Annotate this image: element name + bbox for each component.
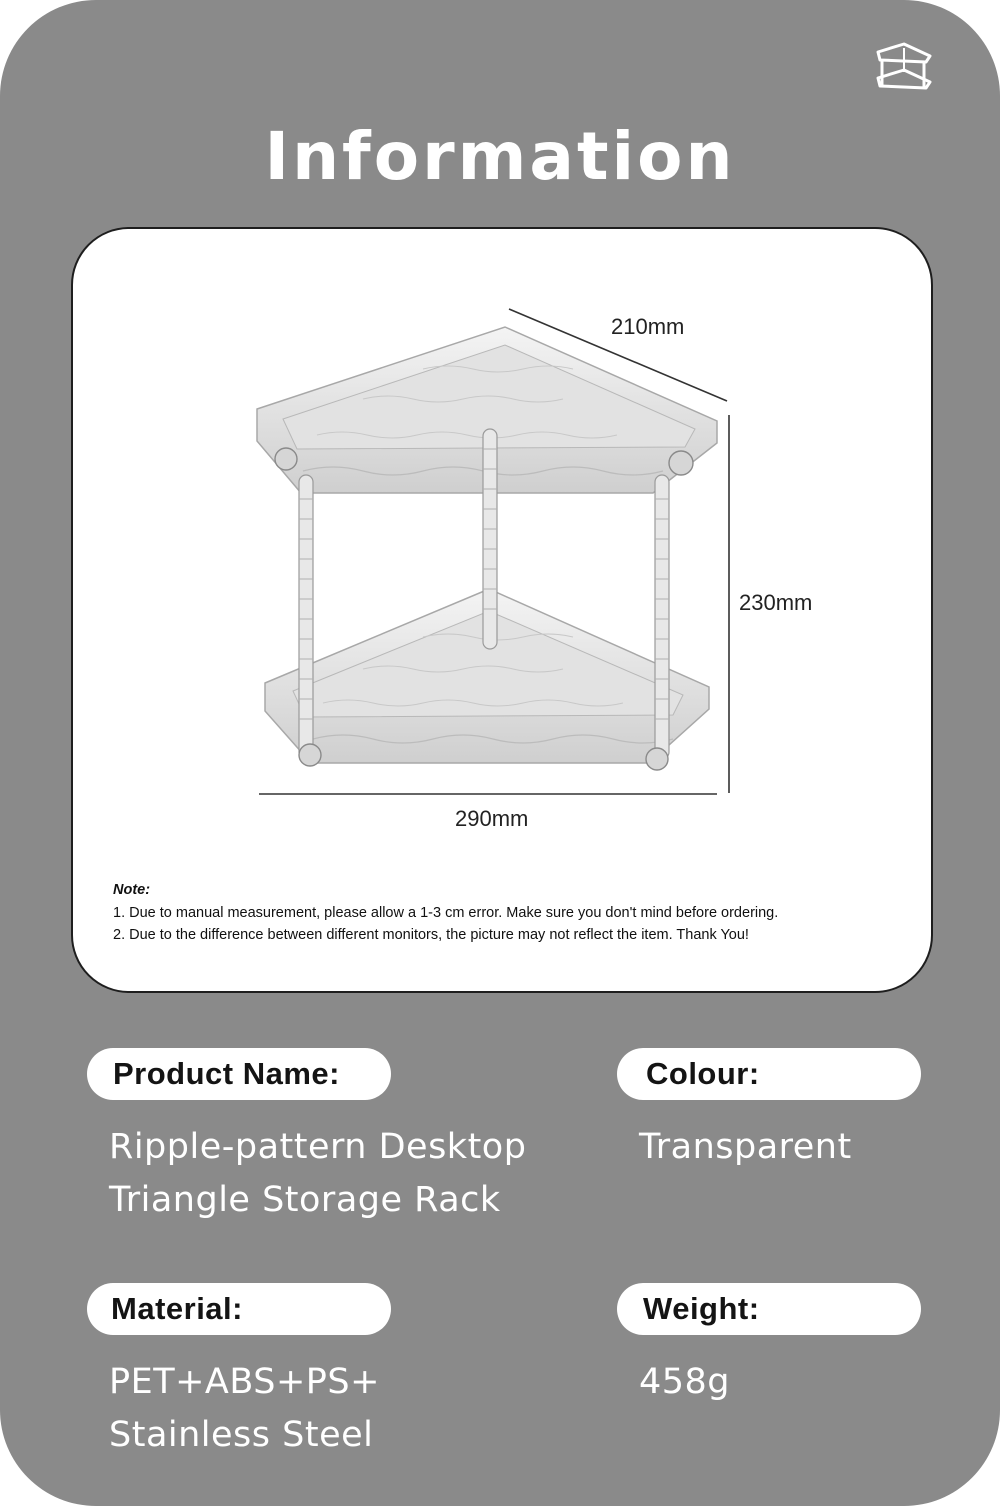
notes-heading: Note: bbox=[113, 882, 151, 898]
page-title: Information bbox=[264, 118, 736, 195]
dimension-card bbox=[71, 227, 933, 993]
corner-shelf-icon bbox=[874, 40, 934, 98]
product-name-value bbox=[109, 1121, 579, 1227]
colour-label: Colour: bbox=[617, 1048, 921, 1100]
height-label: 230mm bbox=[739, 590, 813, 615]
material-value bbox=[109, 1356, 579, 1462]
product-name-line-1: Ripple-pattern Desktop bbox=[109, 1127, 527, 1167]
notes-block bbox=[113, 879, 913, 947]
colour-value: Transparent bbox=[639, 1127, 852, 1167]
product-name-label: Product Name: bbox=[87, 1048, 391, 1100]
weight-label: Weight: bbox=[617, 1283, 921, 1335]
weight-value: 458g bbox=[639, 1362, 731, 1402]
width-label: 210mm bbox=[611, 314, 685, 339]
product-dimension-diagram bbox=[253, 299, 813, 859]
note-line-2: 2. Due to the difference between different monitors, the picture may not reflect the item. Thank You! bbox=[113, 927, 749, 943]
storage-rack-illustration bbox=[257, 327, 717, 770]
length-label: 290mm bbox=[455, 806, 529, 831]
material-label: Material: bbox=[87, 1283, 391, 1335]
material-line-1: PET+ABS+PS+ bbox=[109, 1362, 380, 1402]
product-name-line-2: Triangle Storage Rack bbox=[109, 1180, 501, 1220]
note-line-1: 1. Due to manual measurement, please allow a 1-3 cm error. Make sure you don't mind before ordering. bbox=[113, 904, 779, 921]
material-line-2: Stainless Steel bbox=[109, 1415, 374, 1455]
